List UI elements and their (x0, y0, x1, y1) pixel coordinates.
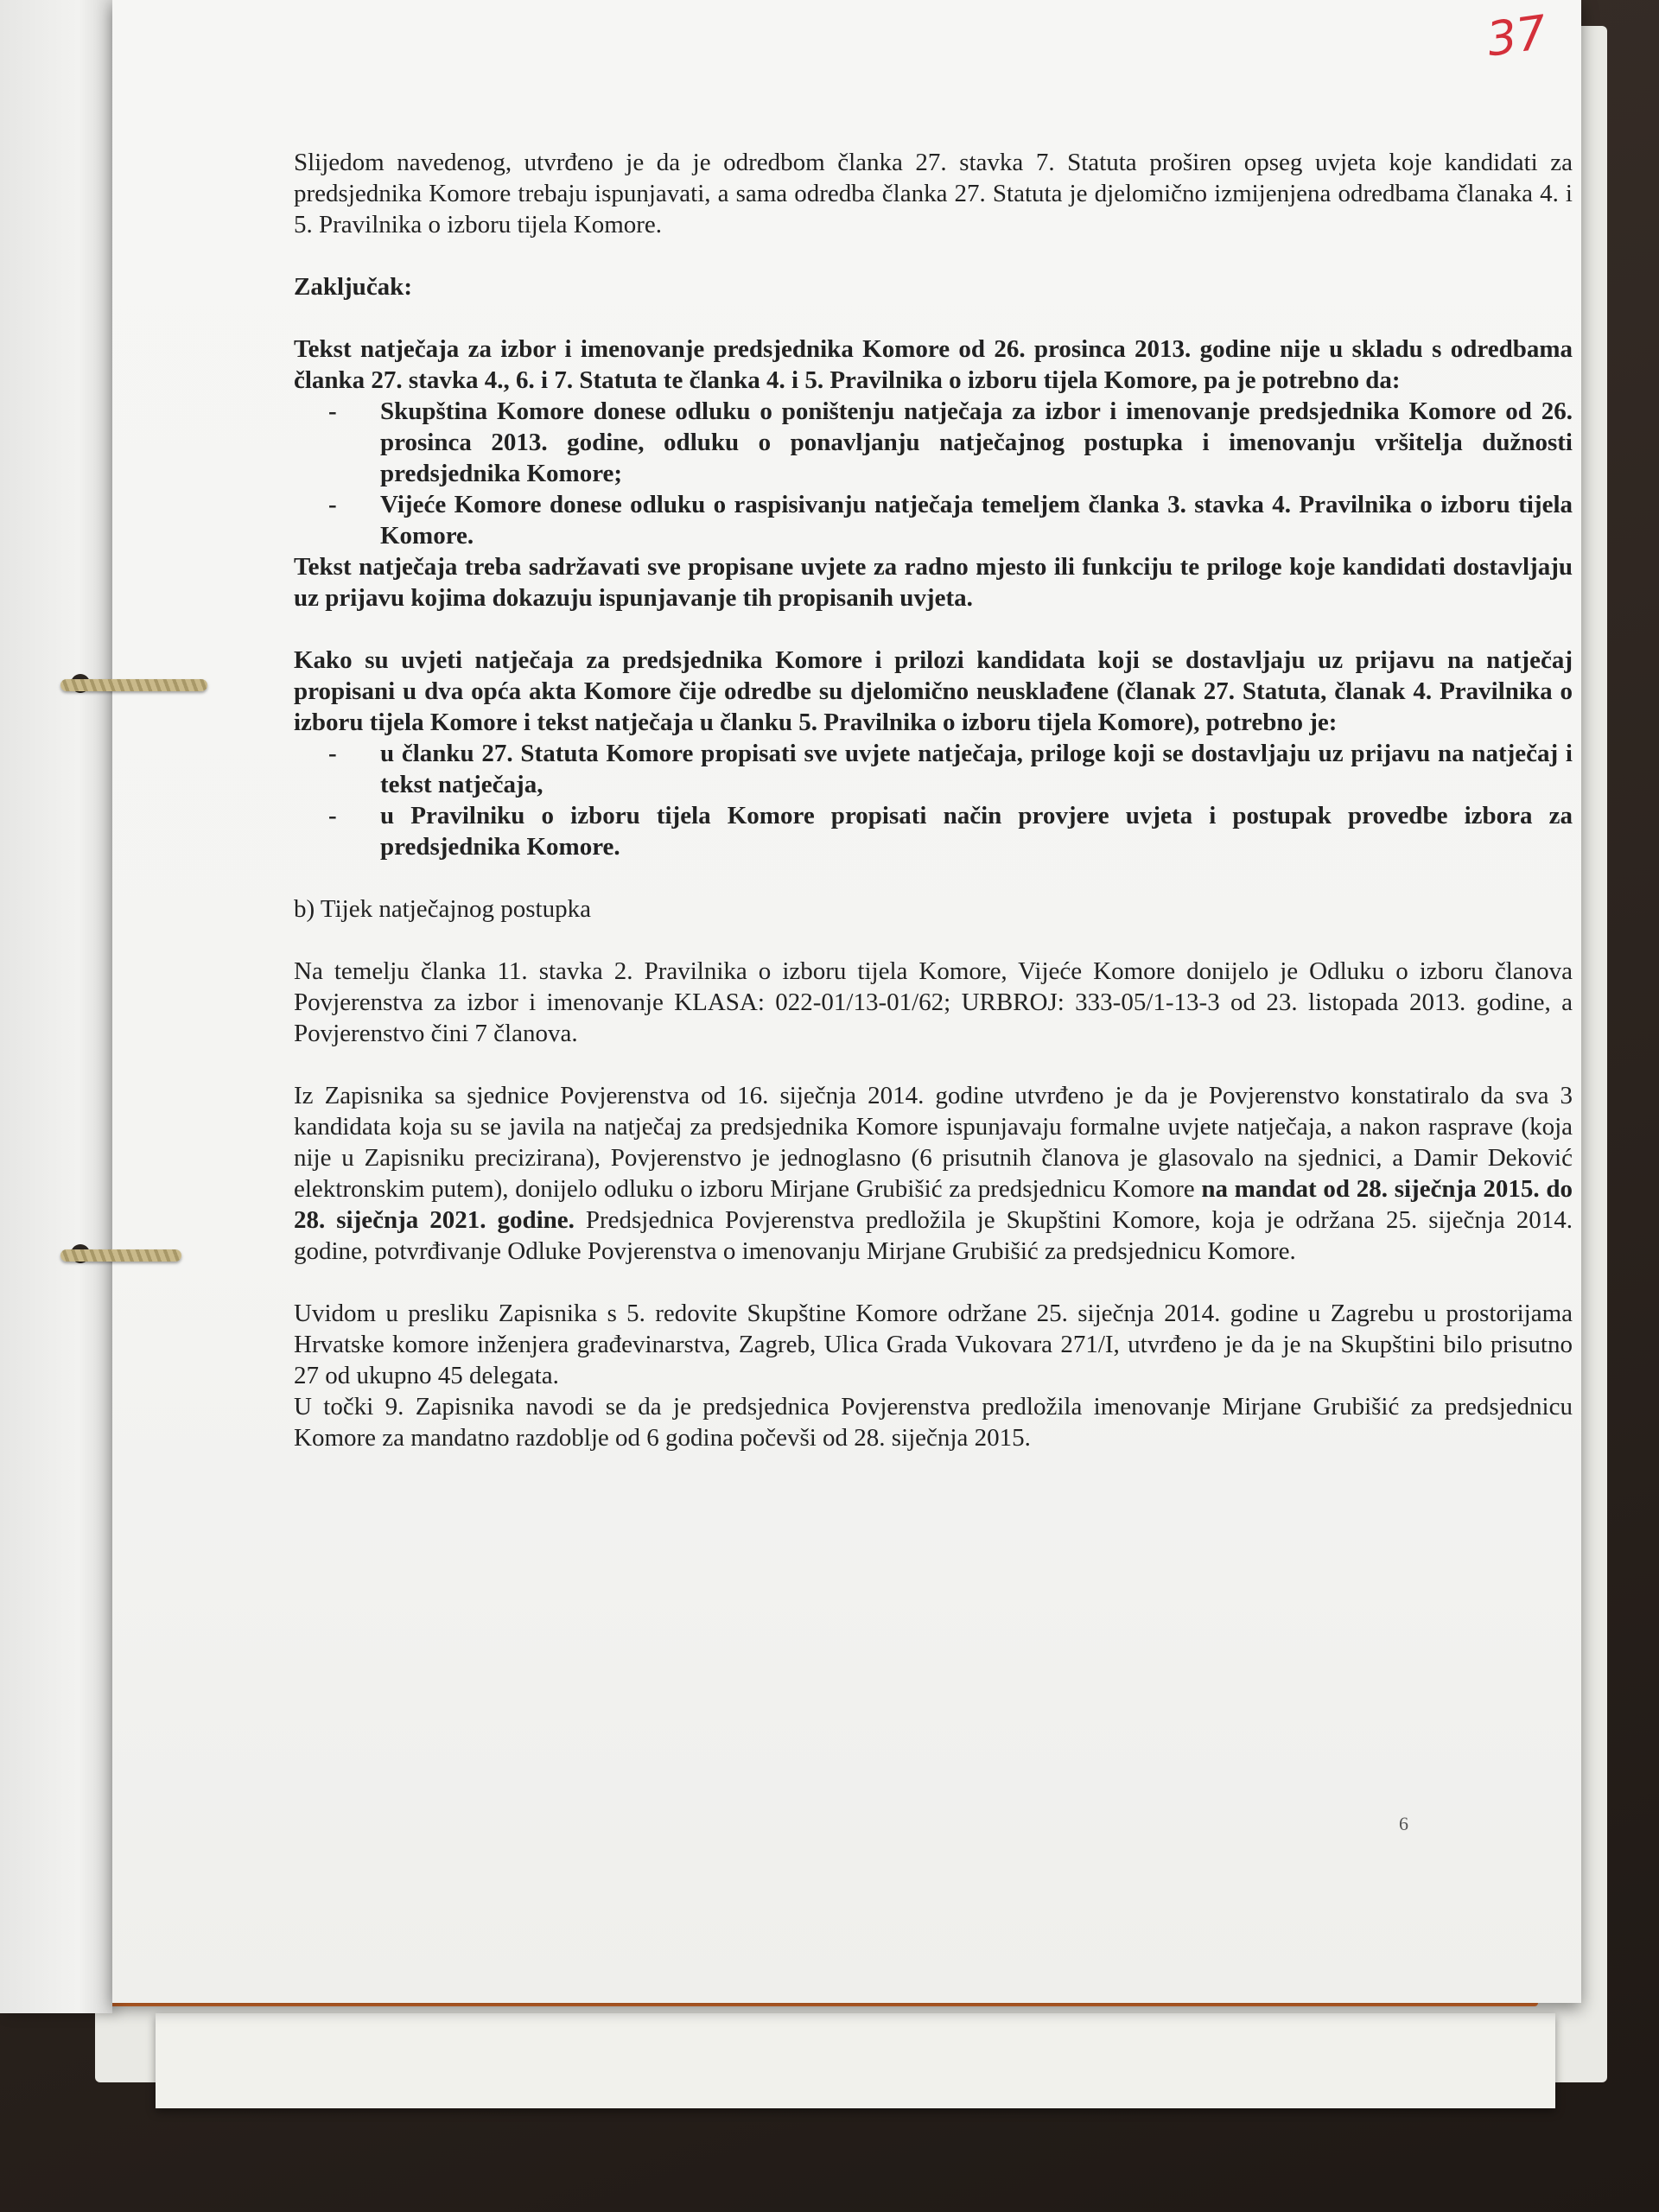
document-page (112, 0, 1581, 2003)
handwritten-page-mark: 37 (1484, 4, 1551, 67)
paragraph-6-text: Iz Zapisnika sa sjednice Povjerenstva od 16. siječnja 2014. godine utvrđeno je da je Povjerenstvo konstatiralo da sva 3 kandidata koja su se javila na natječaj za predsjednika Komore ispunjavaju formalne uvjete natječaja, a nakon rasprave (koja nije u Zapisniku precizirana), Povjerenstvo je jednoglasno (6 prisutnih članova je glasovalo na sjednici, a Damir Deković elektronskim putem), donijelo odluku o izboru Mirjane Grubišić za predsjednicu Komore (294, 1082, 1573, 1203)
paragraph-4: Kako su uvjeti natječaja za predsjednika Komore i prilozi kandidata koji se dostavljaju uz prijavu na natječaj propisani u dva opća akta Komore čije odredbe su djelomično neusklađene (članak 27. Statuta, članak 4. Pravilnika o izboru tijela Komore i tekst natječaja u članku 5. Pravilnika o izboru tijela Komore), potrebno je: (294, 646, 1573, 736)
paragraph-6-text-end: Predsjednica Povjerenstva predložila je Skupštini Komore, koja je održana 25. siječnja 2014. godine, potvrđivanje Odluke Povjerenstva o imenovanju Mirjane Grubišić za predsjednicu Komore. (294, 1206, 1573, 1265)
binder-string (60, 679, 207, 691)
list-item: - u članku 27. Statuta Komore propisati sve uvjete natječaja, priloge koji se dostavljaju uz prijavu na natječaj i tekst natječaja, (294, 738, 1573, 800)
paragraph-6-bold: na mandat od 28. siječnja 2015. do 28. siječnja 2021. godine. (294, 1175, 1573, 1234)
paragraph-8: U točki 9. Zapisnika navodi se da je predsjednica Povjerenstva predložila imenovanje Mirjane Grubišić za predsjednicu Komore za mandatno razdoblje od 6 godina počevši od 28. siječnja 2015. (294, 1393, 1573, 1452)
paper-stack-bottom (156, 2013, 1555, 2108)
paragraph-7: Uvidom u presliku Zapisnika s 5. redovite Skupštine Komore održane 25. siječnja 2014. godine u Zagrebu u prostorijama Hrvatske komore inženjera građevinarstva, Zagreb, Ulica Grada Vukovara 271/I, utvrđeno je da je na Skupštini bilo prisutno 27 od ukupno 45 delegata. (294, 1300, 1573, 1389)
conclusion-list-2 (294, 738, 1573, 862)
document-body (294, 147, 1573, 1484)
left-page (0, 0, 112, 2013)
list-item: - u Pravilniku o izboru tijela Komore propisati način provjere uvjeta i postupak provedbe izbora za predsjednika Komore. (294, 800, 1573, 862)
paragraph-1: Slijedom navedenog, utvrđeno je da je odredbom članka 27. stavka 7. Statuta proširen opseg uvjeta koje kandidati za predsjednika Komore trebaju ispunjavati, a sama odredba članka 27. Statuta je djelomično izmijenjena odredbama članaka 4. i 5. Pravilnika o izboru tijela Komore. (294, 149, 1573, 238)
paragraph-2: Tekst natječaja za izbor i imenovanje predsjednika Komore od 26. prosinca 2013. godine nije u skladu s odredbama članka 27. stavka 4., 6. i 7. Statuta te članka 4. i 5. Pravilnika o izboru tijela Komore, pa je potrebno da: (294, 335, 1573, 394)
paragraph-5: Na temelju članka 11. stavka 2. Pravilnika o izboru tijela Komore, Vijeće Komore donijelo je Odluku o izboru članova Povjerenstva za izbor i imenovanje KLASA: 022-01/13-01/62; URBROJ: 333-05/1-13-3 od 23. listopada 2013. godine, a Povjerenstvo čini 7 članova. (294, 957, 1573, 1047)
list-item: - Vijeće Komore donese odluku o raspisivanju natječaja temeljem članka 3. stavka 4. Pravilnika o izboru tijela Komore. (294, 489, 1573, 551)
conclusion-block (294, 334, 1573, 862)
heading-zakljucak: Zaključak: (294, 273, 412, 301)
heading-tijek-postupka: b) Tijek natječajnog postupka (294, 895, 591, 923)
list-item: - Skupština Komore donese odluku o poništenju natječaja za izbor i imenovanje predsjednika Komore od 26. prosinca 2013. godine, odluku o ponavljanju natječajnog postupka i imenovanju vršitelja dužnosti predsjednika Komore; (294, 396, 1573, 489)
page-number: 6 (1399, 1813, 1408, 1834)
paragraph-6 (294, 1080, 1573, 1267)
binder-string (60, 1249, 181, 1262)
paragraph-3: Tekst natječaja treba sadržavati sve propisane uvjete za radno mjesto ili funkciju te priloge koje kandidati dostavljaju uz prijavu kojima dokazuju ispunjavanje tih propisanih uvjeta. (294, 553, 1573, 612)
conclusion-list-1 (294, 396, 1573, 551)
